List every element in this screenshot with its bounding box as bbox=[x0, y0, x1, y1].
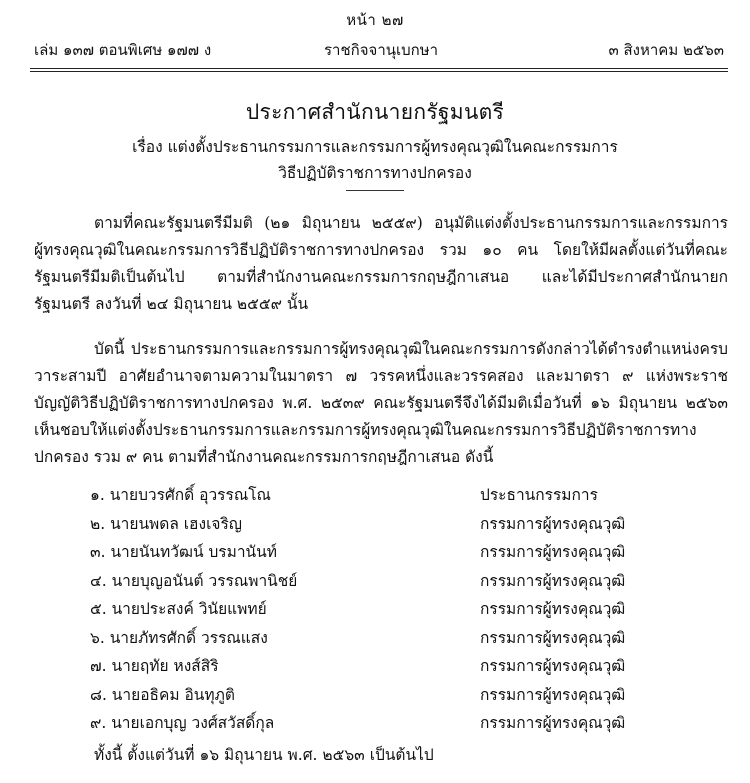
member-name: ๔. นายบุญอนันต์ วรรณพานิชย์ bbox=[90, 571, 298, 590]
title-separator bbox=[346, 190, 404, 191]
list-item bbox=[0, 653, 750, 682]
subject-line-1: เรื่อง แต่งตั้งประธานกรรมการและกรรมการผู้ทรงคุณวุฒิในคณะกรรมการ bbox=[132, 138, 618, 156]
member-role: กรรมการผู้ทรงคุณวุฒิ bbox=[480, 543, 626, 561]
list-item bbox=[0, 682, 750, 711]
publication-date: ๓ สิงหาคม ๒๕๖๓ bbox=[608, 41, 724, 59]
member-list bbox=[0, 482, 750, 739]
member-name: ๙. นายเอกบุญ วงศ์สวัสดิ์กุล bbox=[90, 714, 275, 732]
paragraph-background: ตามที่คณะรัฐมนตรีมีมติ (๒๑ มิถุนายน ๒๕๕๙) อนุมัติแต่งตั้งประธานกรรมการและกรรมการผู้ทรงคุณวุฒิในคณะกรรมการวิธีปฏิบัติราชการทางปกครอง รวม ๑๐ คน โดยให้มีผลตั้งแต่วันที่คณะรัฐมนตรีมีมติเป็นต้นไป ตามที่สำนักงานคณะกรรมการกฤษฎีกาเสนอ และได้มีประกาศสำนักนายกรัฐมนตรี ลงวันที่ ๒๔ มิถุนายน ๒๕๕๙ นั้น bbox=[34, 214, 728, 313]
gazette-name: ราชกิจจานุเบกษา bbox=[324, 41, 439, 59]
gazette-header bbox=[34, 38, 724, 60]
list-item bbox=[0, 568, 750, 597]
member-role: กรรมการผู้ทรงคุณวุฒิ bbox=[480, 514, 626, 533]
member-name: ๕. นายประสงค์ วินัยแพทย์ bbox=[90, 600, 267, 618]
page-number: หน้า ๒๗ bbox=[346, 11, 404, 29]
paragraph-appointment: บัดนี้ ประธานกรรมการและกรรมการผู้ทรงคุณวุฒิในคณะกรรมการดังกล่าวได้ดำรงตำแหน่งครบวาระสามปี อาศัยอำนาจตามความในมาตรา ๗ วรรคหนึ่งและวรรคสอง และมาตรา ๙ แห่งพระราชบัญญัติวิธีปฏิบัติราชการทางปกครอง พ.ศ. ๒๕๓๙ คณะรัฐมนตรีจึงได้มีมติเมื่อวันที่ ๑๖ มิถุนายน ๒๕๖๓ เห็นชอบให้แต่งตั้งประธานกรรมการและกรรมการผู้ทรงคุณวุฒิในคณะกรรมการวิธีปฏิบัติราชการทางปกครอง รวม ๙ คน ตามที่สำนักงานคณะกรรมการกฤษฎีกาเสนอ ดังนี้ bbox=[34, 340, 728, 466]
member-name: ๗. นายฤทัย หงส์สิริ bbox=[90, 657, 219, 675]
list-item bbox=[0, 482, 750, 511]
header-divider-top bbox=[30, 68, 728, 69]
member-name: ๒. นายนพดล เฮงเจริญ bbox=[90, 514, 242, 533]
member-role: กรรมการผู้ทรงคุณวุฒิ bbox=[480, 657, 626, 675]
member-role: ประธานกรรมการ bbox=[480, 486, 598, 504]
subject-line-2: วิธีปฏิบัติราชการทางปกครอง bbox=[278, 164, 472, 182]
list-item bbox=[0, 511, 750, 540]
list-item bbox=[0, 539, 750, 568]
header-divider-bottom bbox=[30, 71, 728, 72]
effective-date-clause: ทั้งนี้ ตั้งแต่วันที่ ๑๖ มิถุนายน พ.ศ. ๒๕๖๓ เป็นต้นไป bbox=[94, 746, 434, 764]
member-role: กรรมการผู้ทรงคุณวุฒิ bbox=[480, 600, 626, 618]
list-item bbox=[0, 710, 750, 739]
member-name: ๑. นายบวรศักดิ์ อุวรรณโณ bbox=[90, 486, 271, 504]
member-role: กรรมการผู้ทรงคุณวุฒิ bbox=[480, 571, 626, 590]
member-name: ๖. นายภัทรศักดิ์ วรรณแสง bbox=[90, 628, 268, 647]
member-name: ๘. นายอธิคม อินทุภูติ bbox=[90, 685, 235, 704]
volume-issue: เล่ม ๑๓๗ ตอนพิเศษ ๑๗๗ ง bbox=[34, 41, 212, 59]
announcement-title: ประกาศสำนักนายกรัฐมนตรี bbox=[245, 100, 505, 124]
member-role: กรรมการผู้ทรงคุณวุฒิ bbox=[480, 714, 626, 732]
member-role: กรรมการผู้ทรงคุณวุฒิ bbox=[480, 685, 626, 704]
member-role: กรรมการผู้ทรงคุณวุฒิ bbox=[480, 628, 626, 647]
list-item bbox=[0, 596, 750, 625]
list-item bbox=[0, 625, 750, 654]
member-name: ๓. นายนันทวัฒน์ บรมานันท์ bbox=[90, 543, 277, 561]
